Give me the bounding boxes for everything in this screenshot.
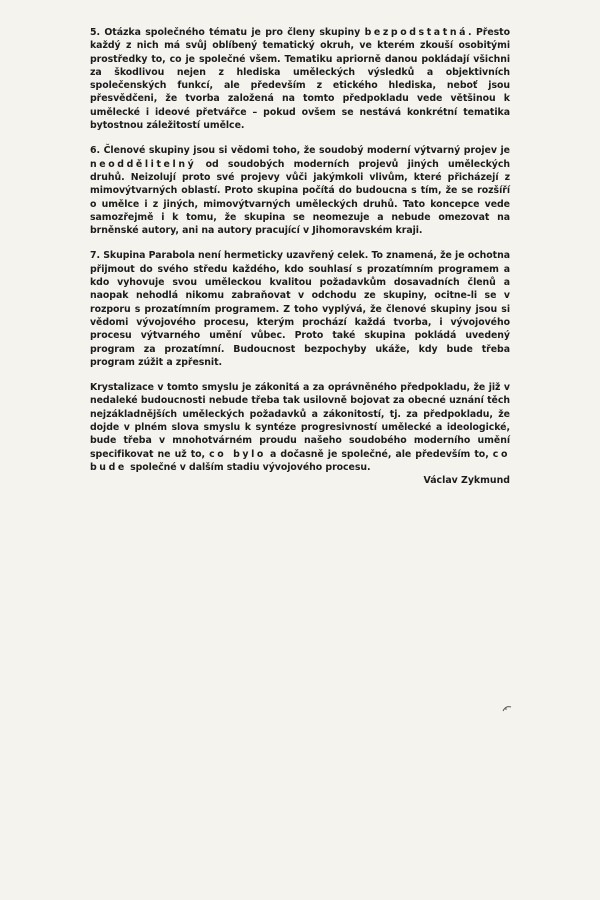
paragraph-6-text-a: 6. Členové skupiny jsou si vědomi toho, že soudobý moderní výtvarný projev je: [90, 145, 510, 157]
paragraph-8-text-c: společné v dalším stadiu vývojového procesu.: [126, 461, 371, 473]
paragraph-8-text-b: a dočasně je společné, ale především to,: [265, 448, 493, 460]
paragraph-5-text-b: . Přesto každý z nich má svůj oblíbený tematický okruh, ve kterém zkouší osobitými prostředky to, co je společné všem. Tematiku apriorně danou pokládají všichni za škodlivou nejen z hlediska uměleckých výsledků a objektivních společenských funkcí, ale především z etického hlediska, neboť jsou přesvědčeni, že tvorba založená na tomto předpokladu vede většinou k umělecké i ideové přetvářce – pokud ovšem se nestává konkrétní tematika bytostnou záležitostí umělce.: [90, 27, 510, 132]
paragraph-6-spaced-word: neoddělitelný: [90, 158, 197, 170]
paragraph-8-spaced-phrase-1: co bylo: [209, 448, 266, 460]
paragraph-8-spaced-phrase-2: co bude: [90, 448, 510, 473]
paragraph-7-text: 7. Skupina Parabola není hermeticky uzavřený celek. To znamená, že je ochotna přijmout do svého středu každého, kdo souhlasí s prozatímním programem a kdo vyhovuje svou uměleckou kvalitou požadavkům dosavadních členů a naopak nehodlá nikomu zabraňovat v odchodu ze skupiny, ocitne-li se v rozporu s prozatímním programem. Z toho vyplývá, že členové skupiny jsou si vědomi vývojového procesu, kterým prochází každá tvorba, i vývojového procesu výtvarného umění vůbec. Proto také skupina pokládá uvedený program za prozatímní. Budoucnost bezpochyby ukáže, kdy bude třeba program zúžit a zpřesnit.: [90, 250, 510, 368]
paragraph-5-spaced-word: bezpodstatná: [364, 27, 469, 38]
paragraph-7: [90, 249, 510, 369]
ink-smudge: [502, 704, 512, 714]
paragraph-6: [90, 144, 510, 237]
paragraph-5-text-a: 5. Otázka společného tématu je pro členy skupiny: [90, 27, 365, 38]
paragraph-5: [90, 26, 510, 132]
author-signature: Václav Zykmund: [423, 475, 510, 487]
paragraph-8: [90, 381, 510, 474]
paragraph-8-text-a: Krystalizace v tomto smyslu je zákonitá a za oprávněného předpokladu, že již v nedaleké budoucnosti nebude třeba tak usilovně bojovat za obecné uznání těch nejzákladnějších uměleckých požadavků a zákonitostí, tj. za předpokladu, že dojde v plném slova smyslu k syntéze progresivností umělecké a ideologické, bude třeba v mnohotvárném proudu našeho soudobého moderního umění specifikovat ne už to,: [90, 382, 510, 460]
paragraph-6-text-b: od soudobých moderních projevů jiných uměleckých druhů. Neizolují proto své projevy vůči jakýmkoli vlivům, které přicházejí z mimovýtvarných oblastí. Proto skupina počítá do budoucna s tím, že se rozšíří o umělce i z jiných, mimovýtvarných uměleckých druhů. Tato koncepce vede samozřejmě i k tomu, že skupina se neomezuje a nebude omezovat na brněnské autory, ani na autory pracující v Jihomoravském kraji.: [90, 158, 510, 237]
